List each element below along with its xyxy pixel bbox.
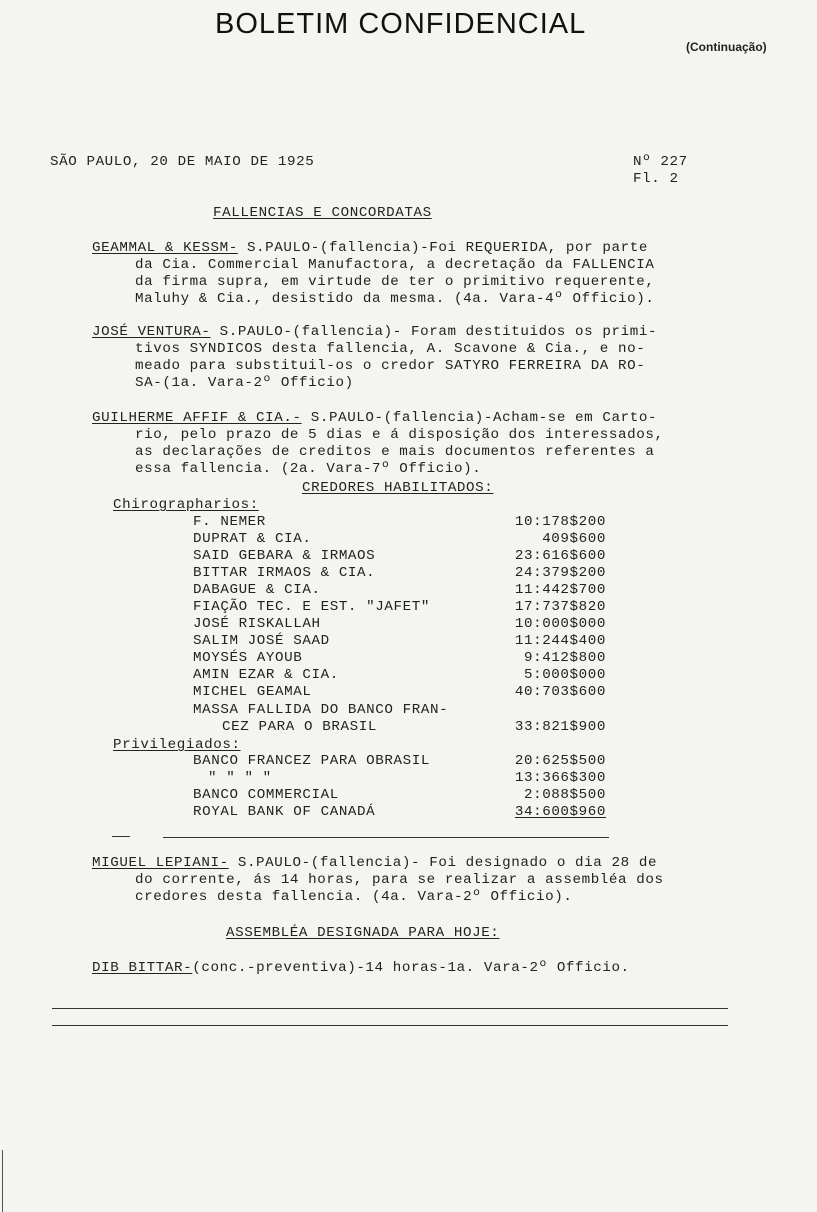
creditors-heading: CREDORES HABILITADOS: [302, 480, 494, 496]
continuation-note: (Continuação) [686, 40, 767, 54]
entry-line: S.PAULO-(fallencia)-Acham-se em Carto- [301, 410, 658, 426]
creditor-name: BANCO COMMERCIAL [193, 787, 339, 803]
creditor-amount: 13:366$300 [514, 770, 606, 786]
short-rule [112, 836, 130, 837]
closing-rule-bottom [52, 1025, 728, 1026]
entry-party: DIB BITTAR- [92, 960, 193, 976]
creditor-name: BITTAR IRMAOS & CIA. [193, 565, 376, 581]
creditor-amount: 10:178$200 [514, 514, 606, 530]
entry-party: MIGUEL LEPIANI- [92, 855, 229, 871]
entry-line: rio, pelo prazo de 5 dias e á disposição dos interessados, [135, 427, 664, 443]
ditto-marks: " " " " [208, 770, 272, 786]
place-date: SÃO PAULO, 20 DE MAIO DE 1925 [50, 154, 315, 170]
creditor-amount: 40:703$600 [514, 684, 606, 700]
entry-line: essa fallencia. (2a. Vara-7º Officio). [135, 461, 482, 477]
creditor-amount: 2:088$500 [523, 787, 606, 803]
section-title: FALLENCIAS E CONCORDATAS [213, 205, 432, 221]
creditor-name: MOYSÉS AYOUB [193, 650, 303, 666]
scan-edge-mark [2, 1150, 3, 1212]
creditor-amount: 17:737$820 [514, 599, 606, 615]
entry-line: credores desta fallencia. (4a. Vara-2º Officio). [135, 889, 573, 905]
entry-line: meado para substituil-os o credor SATYRO FERREIRA DA RO- [135, 358, 646, 374]
creditor-amount: 11:442$700 [514, 582, 606, 598]
entry-guilherme-affif [92, 410, 732, 478]
entry-line: Maluhy & Cia., desistido da mesma. (4a. Vara-4º Officio). [135, 291, 655, 307]
creditor-name: MICHEL GEAMAL [193, 684, 312, 700]
entry-line: da firma supra, em virtude de ter o primitivo requerente, [135, 274, 655, 290]
creditor-amount: 34:600$960 [514, 804, 606, 820]
entry-line: SA-(1a. Vara-2º Officio) [135, 375, 354, 391]
entry-line: (conc.-preventiva)-14 horas-1a. Vara-2º Officio. [192, 960, 630, 976]
creditor-amount: 9:412$800 [523, 650, 606, 666]
creditor-name-continued: CEZ PARA O BRASIL [222, 719, 377, 735]
entry-party: GUILHERME AFFIF & CIA.- [92, 410, 302, 426]
entry-party: GEAMMAL & KESSM- [92, 240, 238, 256]
assembly-entry [92, 960, 630, 976]
table-end-rule [163, 837, 609, 838]
entry-jose-ventura [92, 324, 732, 392]
entry-line: do corrente, ás 14 horas, para se realizar a assembléa dos [135, 872, 664, 888]
creditor-amount: 5:000$000 [523, 667, 606, 683]
entry-geammal [92, 240, 732, 308]
creditor-amount: 33:821$900 [514, 719, 606, 735]
group-label-privilegiados: Privilegiados: [113, 737, 241, 753]
creditor-amount: 409$600 [542, 531, 606, 547]
sheet-number: Fl. 2 [633, 171, 679, 187]
creditor-amount: 11:244$400 [514, 633, 606, 649]
bulletin-number: Nº 227 [633, 154, 688, 170]
group-label-chirographarios: Chirographarios: [113, 497, 259, 513]
entry-line: da Cia. Commercial Manufactora, a decretação da FALLENCIA [135, 257, 655, 273]
entry-miguel-lepiani [92, 855, 732, 906]
creditor-name: SAID GEBARA & IRMAOS [193, 548, 376, 564]
creditor-amount: 20:625$500 [514, 753, 606, 769]
creditor-name: JOSÉ RISKALLAH [193, 616, 321, 632]
creditor-name: F. NEMER [193, 514, 266, 530]
entry-line: S.PAULO-(fallencia)- Foi designado o dia 28 de [228, 855, 658, 871]
creditor-name: FIAÇÃO TEC. E EST. "JAFET" [193, 599, 430, 615]
entry-line: S.PAULO-(fallencia)- Foram destituidos os primi- [210, 324, 658, 340]
entry-line: as declarações de creditos e mais documentos referentes a [135, 444, 655, 460]
creditor-name: DABAGUE & CIA. [193, 582, 321, 598]
creditor-amount: 23:616$600 [514, 548, 606, 564]
entry-party: JOSÉ VENTURA- [92, 324, 211, 340]
document-title: BOLETIM CONFIDENCIAL [215, 8, 587, 40]
creditor-name: SALIM JOSÉ SAAD [193, 633, 330, 649]
creditor-name: AMIN EZAR & CIA. [193, 667, 339, 683]
creditor-name: DUPRAT & CIA. [193, 531, 312, 547]
creditor-name: MASSA FALLIDA DO BANCO FRAN- [193, 702, 449, 718]
creditor-name: BANCO FRANCEZ PARA OBRASIL [193, 753, 430, 769]
creditor-amount: 24:379$200 [514, 565, 606, 581]
closing-rule-top [52, 1008, 728, 1009]
creditor-amount: 10:000$000 [514, 616, 606, 632]
entry-line: tivos SYNDICOS desta fallencia, A. Scavone & Cia., e no- [135, 341, 646, 357]
entry-line: S.PAULO-(fallencia)-Foi REQUERIDA, por parte [237, 240, 648, 256]
creditor-name: ROYAL BANK OF CANADÁ [193, 804, 376, 820]
assembly-heading: ASSEMBLÉA DESIGNADA PARA HOJE: [226, 925, 500, 941]
